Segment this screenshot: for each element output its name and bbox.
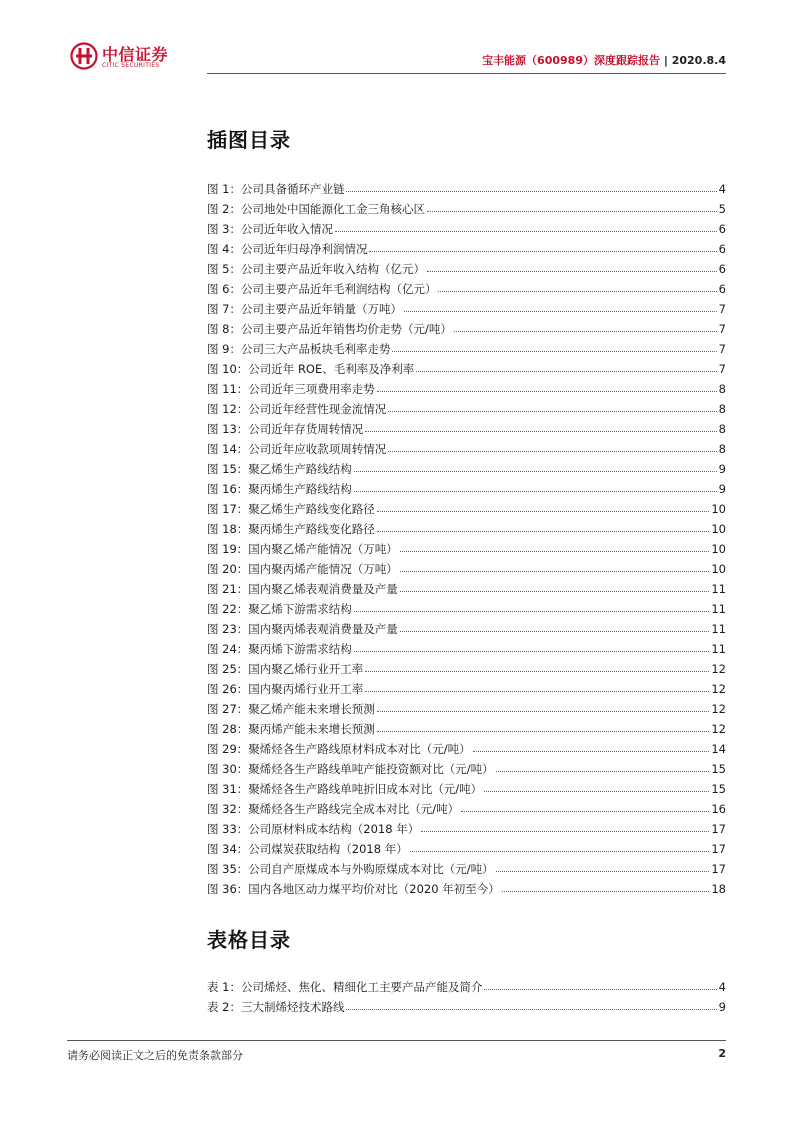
toc-dot-leader bbox=[335, 230, 717, 232]
toc-entry-label: 图 21：国内聚乙烯表观消费量及产量 bbox=[207, 582, 398, 596]
toc-dot-leader bbox=[388, 410, 716, 412]
toc-dot-leader bbox=[461, 810, 709, 812]
toc-entry[interactable] bbox=[207, 796, 726, 816]
toc-entry[interactable] bbox=[207, 696, 726, 716]
toc-entry-label: 图 7：公司主要产品近年销量（万吨） bbox=[207, 302, 402, 316]
toc-dot-leader bbox=[400, 550, 710, 552]
toc-dot-leader bbox=[377, 730, 710, 732]
toc-entry-page: 6 bbox=[718, 262, 726, 276]
toc-entry[interactable] bbox=[207, 396, 726, 416]
toc-entry[interactable] bbox=[207, 816, 726, 836]
toc-entry[interactable] bbox=[207, 336, 726, 356]
toc-entry-page: 17 bbox=[711, 822, 726, 836]
toc-entry[interactable] bbox=[207, 376, 726, 396]
toc-dot-leader bbox=[388, 450, 716, 452]
toc-entry-label: 图 9：公司三大产品板块毛利率走势 bbox=[207, 342, 391, 356]
toc-entry[interactable] bbox=[207, 456, 726, 476]
toc-entry-label: 图 11：公司近年三项费用率走势 bbox=[207, 382, 375, 396]
toc-dot-leader bbox=[427, 270, 717, 272]
toc-entry-page: 11 bbox=[711, 602, 726, 616]
toc-entry-page: 6 bbox=[718, 242, 726, 256]
toc-entry-page: 11 bbox=[711, 642, 726, 656]
header-separator: | bbox=[663, 54, 668, 67]
toc-dot-leader bbox=[354, 470, 717, 472]
toc-entry[interactable] bbox=[207, 496, 726, 516]
toc-entry[interactable] bbox=[207, 974, 726, 994]
toc-entry-page: 10 bbox=[711, 502, 726, 516]
toc-entry-page: 7 bbox=[718, 362, 726, 376]
toc-entry-label: 图 16：聚丙烯生产路线结构 bbox=[207, 482, 352, 496]
toc-entry-page: 12 bbox=[711, 702, 726, 716]
toc-entry-page: 11 bbox=[711, 582, 726, 596]
toc-entry[interactable] bbox=[207, 716, 726, 736]
toc-entry[interactable] bbox=[207, 356, 726, 376]
toc-dot-leader bbox=[377, 530, 710, 532]
footer-divider bbox=[67, 1040, 726, 1041]
toc-entry-page: 15 bbox=[711, 782, 726, 796]
toc-entry-label: 图 3：公司近年收入情况 bbox=[207, 222, 333, 236]
toc-entry[interactable] bbox=[207, 756, 726, 776]
toc-entry[interactable] bbox=[207, 296, 726, 316]
report-header bbox=[482, 52, 726, 68]
citic-logo-icon bbox=[70, 42, 98, 70]
toc-entry[interactable] bbox=[207, 636, 726, 656]
toc-entry-page: 4 bbox=[718, 182, 726, 196]
toc-entry-page: 12 bbox=[711, 682, 726, 696]
toc-entry-page: 15 bbox=[711, 762, 726, 776]
toc-dot-leader bbox=[496, 770, 710, 772]
toc-entry-page: 14 bbox=[711, 742, 726, 756]
header-divider bbox=[207, 73, 726, 74]
toc-entry-label: 图 10：公司近年 ROE、毛利率及净利率 bbox=[207, 362, 415, 376]
toc-dot-leader bbox=[473, 750, 710, 752]
toc-entry-page: 17 bbox=[711, 862, 726, 876]
toc-entry[interactable] bbox=[207, 656, 726, 676]
toc-entry-label: 图 6：公司主要产品近年毛利润结构（亿元） bbox=[207, 282, 437, 296]
toc-entry-page: 8 bbox=[718, 442, 726, 456]
toc-entry-label: 图 20：国内聚丙烯产能情况（万吨） bbox=[207, 562, 398, 576]
toc-entry-label: 图 5：公司主要产品近年收入结构（亿元） bbox=[207, 262, 425, 276]
toc-entry-page: 6 bbox=[718, 222, 726, 236]
toc-entry-label: 图 22：聚乙烯下游需求结构 bbox=[207, 602, 352, 616]
toc-entry[interactable] bbox=[207, 176, 726, 196]
toc-entry[interactable] bbox=[207, 276, 726, 296]
toc-entry-label: 图 19：国内聚乙烯产能情况（万吨） bbox=[207, 542, 398, 556]
toc-dot-leader bbox=[392, 350, 716, 352]
toc-entry[interactable] bbox=[207, 876, 726, 896]
toc-entry-label: 图 4：公司近年归母净利润情况 bbox=[207, 242, 368, 256]
toc-entry[interactable] bbox=[207, 736, 726, 756]
toc-dot-leader bbox=[365, 690, 709, 692]
toc-entry-label: 图 24：聚丙烯下游需求结构 bbox=[207, 642, 352, 656]
toc-entry-page: 7 bbox=[718, 322, 726, 336]
toc-entry-label: 图 28：聚丙烯产能未来增长预测 bbox=[207, 722, 375, 736]
toc-dot-leader bbox=[438, 290, 716, 292]
logo-chinese-text: 中信证券 bbox=[102, 45, 169, 64]
figures-toc-list bbox=[207, 176, 726, 896]
toc-entry-label: 图 1：公司具备循环产业链 bbox=[207, 182, 345, 196]
toc-entry-page: 7 bbox=[718, 342, 726, 356]
toc-entry[interactable] bbox=[207, 836, 726, 856]
toc-entry[interactable] bbox=[207, 476, 726, 496]
toc-entry-page: 4 bbox=[718, 980, 726, 994]
toc-dot-leader bbox=[346, 190, 716, 192]
toc-dot-leader bbox=[404, 310, 717, 312]
toc-entry-page: 8 bbox=[718, 422, 726, 436]
toc-entry[interactable] bbox=[207, 236, 726, 256]
toc-entry[interactable] bbox=[207, 556, 726, 576]
toc-entry-label: 图 30：聚烯烃各生产路线单吨产能投资额对比（元/吨） bbox=[207, 762, 494, 776]
toc-entry-label: 图 35：公司自产原煤成本与外购原煤成本对比（元/吨） bbox=[207, 862, 494, 876]
toc-entry-page: 9 bbox=[718, 482, 726, 496]
toc-entry-page: 6 bbox=[718, 282, 726, 296]
toc-entry-label: 图 12：公司近年经营性现金流情况 bbox=[207, 402, 387, 416]
toc-entry-label: 图 25：国内聚乙烯行业开工率 bbox=[207, 662, 364, 676]
toc-entry[interactable] bbox=[207, 994, 726, 1014]
toc-entry-page: 8 bbox=[718, 402, 726, 416]
toc-entry-page: 10 bbox=[711, 522, 726, 536]
report-date: 2020.8.4 bbox=[671, 54, 726, 67]
toc-dot-leader bbox=[496, 870, 710, 872]
toc-entry-label: 图 32：聚烯烃各生产路线完全成本对比（元/吨） bbox=[207, 802, 460, 816]
toc-entry[interactable] bbox=[207, 536, 726, 556]
toc-entry-label: 图 13：公司近年存货周转情况 bbox=[207, 422, 364, 436]
toc-entry-page: 12 bbox=[711, 722, 726, 736]
toc-dot-leader bbox=[365, 670, 709, 672]
toc-entry-page: 10 bbox=[711, 542, 726, 556]
toc-entry-page: 17 bbox=[711, 842, 726, 856]
toc-entry-label: 表 1：公司烯烃、焦化、精细化工主要产品产能及简介 bbox=[207, 980, 483, 994]
toc-dot-leader bbox=[400, 590, 710, 592]
toc-entry[interactable] bbox=[207, 856, 726, 876]
toc-dot-leader bbox=[427, 210, 717, 212]
toc-entry-page: 11 bbox=[711, 622, 726, 636]
toc-entry-label: 图 23：国内聚丙烯表观消费量及产量 bbox=[207, 622, 398, 636]
toc-entry-label: 表 2：三大制烯烃技术路线 bbox=[207, 1000, 345, 1014]
toc-dot-leader bbox=[410, 850, 710, 852]
toc-entry[interactable] bbox=[207, 776, 726, 796]
toc-entry-page: 9 bbox=[718, 1000, 726, 1014]
toc-dot-leader bbox=[354, 490, 717, 492]
toc-entry-label: 图 15：聚乙烯生产路线结构 bbox=[207, 462, 352, 476]
toc-entry[interactable] bbox=[207, 576, 726, 596]
toc-entry-page: 10 bbox=[711, 562, 726, 576]
toc-entry-label: 图 27：聚乙烯产能未来增长预测 bbox=[207, 702, 375, 716]
toc-dot-leader bbox=[416, 370, 716, 372]
toc-entry-page: 16 bbox=[711, 802, 726, 816]
tables-toc-list bbox=[207, 974, 726, 1014]
toc-entry-label: 图 8：公司主要产品近年销售均价走势（元/吨） bbox=[207, 322, 452, 336]
logo-english-text: CITIC SECURITIES bbox=[102, 62, 160, 69]
toc-entry[interactable] bbox=[207, 416, 726, 436]
tables-toc-title: 表格目录 bbox=[207, 928, 291, 952]
toc-dot-leader bbox=[484, 790, 709, 792]
toc-entry[interactable] bbox=[207, 196, 726, 216]
toc-entry-page: 18 bbox=[711, 882, 726, 896]
toc-dot-leader bbox=[377, 710, 710, 712]
toc-entry[interactable] bbox=[207, 436, 726, 456]
toc-entry[interactable] bbox=[207, 316, 726, 336]
toc-entry[interactable] bbox=[207, 676, 726, 696]
toc-entry[interactable] bbox=[207, 256, 726, 276]
toc-entry-label: 图 31：聚烯烃各生产路线单吨折旧成本对比（元/吨） bbox=[207, 782, 483, 796]
toc-entry-page: 12 bbox=[711, 662, 726, 676]
toc-dot-leader bbox=[354, 610, 710, 612]
toc-entry-page: 8 bbox=[718, 382, 726, 396]
toc-dot-leader bbox=[377, 390, 717, 392]
toc-dot-leader bbox=[346, 1008, 716, 1010]
toc-entry[interactable] bbox=[207, 516, 726, 536]
footer-disclaimer: 请务必阅读正文之后的免责条款部分 bbox=[67, 1049, 243, 1062]
toc-dot-leader bbox=[400, 570, 710, 572]
toc-entry-page: 7 bbox=[718, 302, 726, 316]
toc-dot-leader bbox=[354, 650, 710, 652]
toc-entry-label: 图 18：聚丙烯生产路线变化路径 bbox=[207, 522, 375, 536]
toc-dot-leader bbox=[484, 988, 716, 990]
page-number: 2 bbox=[718, 1047, 726, 1060]
toc-entry-label: 图 2：公司地处中国能源化工金三角核心区 bbox=[207, 202, 425, 216]
toc-entry-label: 图 17：聚乙烯生产路线变化路径 bbox=[207, 502, 375, 516]
toc-dot-leader bbox=[454, 330, 717, 332]
toc-dot-leader bbox=[421, 830, 709, 832]
toc-dot-leader bbox=[365, 430, 716, 432]
toc-dot-leader bbox=[502, 890, 710, 892]
toc-dot-leader bbox=[400, 630, 710, 632]
toc-entry-label: 图 29：聚烯烃各生产路线原材料成本对比（元/吨） bbox=[207, 742, 471, 756]
toc-entry-label: 图 14：公司近年应收款项周转情况 bbox=[207, 442, 387, 456]
report-title: 宝丰能源（600989）深度跟踪报告 bbox=[482, 54, 660, 67]
toc-entry[interactable] bbox=[207, 616, 726, 636]
toc-entry-page: 5 bbox=[718, 202, 726, 216]
toc-entry[interactable] bbox=[207, 596, 726, 616]
toc-dot-leader bbox=[377, 510, 710, 512]
toc-entry-page: 9 bbox=[718, 462, 726, 476]
toc-entry-label: 图 34：公司煤炭获取结构（2018 年） bbox=[207, 842, 408, 856]
toc-entry[interactable] bbox=[207, 216, 726, 236]
toc-dot-leader bbox=[369, 250, 716, 252]
citic-logo bbox=[70, 40, 180, 72]
toc-entry-label: 图 36：国内各地区动力煤平均价对比（2020 年初至今） bbox=[207, 882, 500, 896]
toc-entry-label: 图 26：国内聚丙烯行业开工率 bbox=[207, 682, 364, 696]
figures-toc-title: 插图目录 bbox=[207, 128, 291, 152]
toc-entry-label: 图 33：公司原材料成本结构（2018 年） bbox=[207, 822, 420, 836]
